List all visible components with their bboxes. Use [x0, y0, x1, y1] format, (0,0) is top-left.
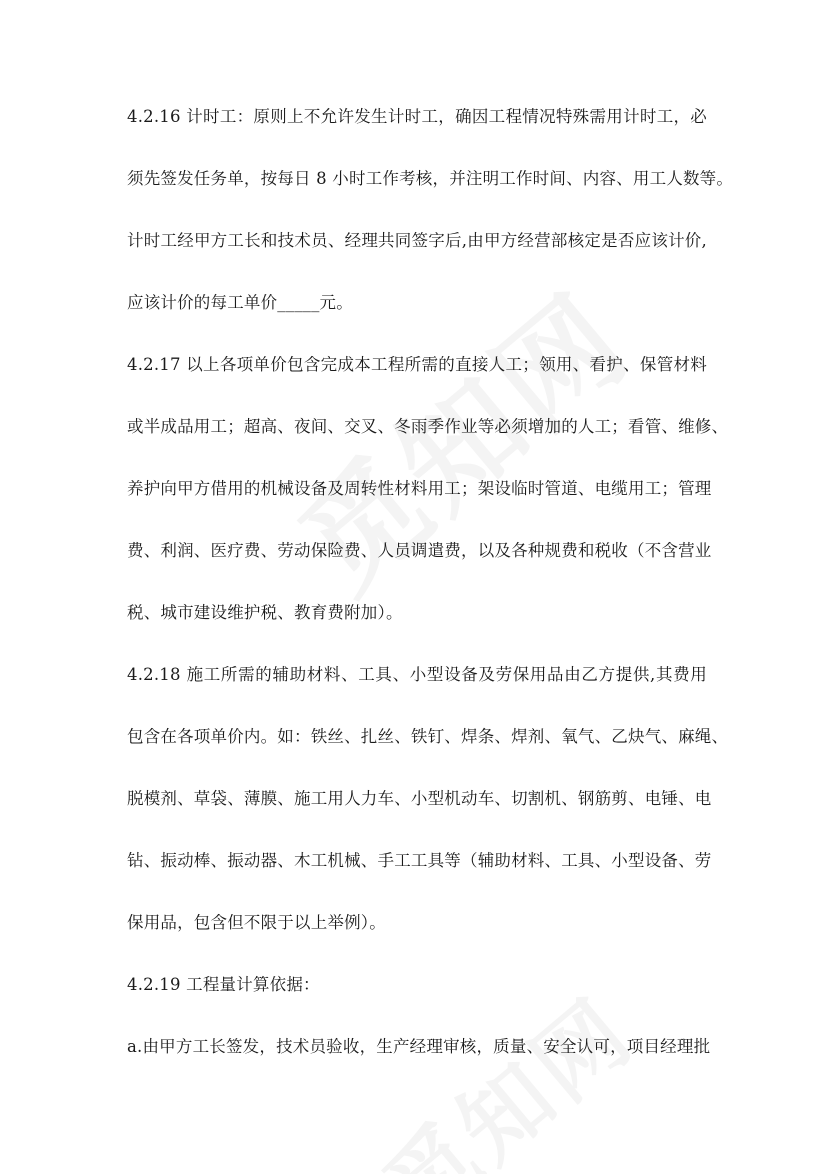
text-line-10: 4.2.18 施工所需的辅助材料、工具、小型设备及劳保用品由乙方提供,其费用 — [127, 665, 707, 684]
text-line-2: 须先签发任务单，按每日 8 小时工作考核，并注明工作时间、内容、用工人数等。 — [127, 169, 734, 188]
text-line-6: 或半成品用工；超高、夜间、交叉、冬雨季作业等必须增加的人工；看管、维修、 — [127, 417, 729, 436]
text-line-1: 4.2.16 计时工：原则上不允许发生计时工，确因工程情况特殊需用计时工，必 — [127, 107, 707, 126]
text-line-14: 保用品，包含但不限于以上举例）。 — [127, 913, 386, 932]
text-line-7: 养护向甲方借用的机械设备及周转性材料用工；架设临时管道、电缆用工；管理 — [127, 479, 712, 498]
text-line-13: 钻、振动棒、振动器、木工机械、手工工具等（辅助材料、工具、小型设备、劳 — [127, 851, 712, 870]
watermark — [352, 963, 656, 1174]
text-line-5: 4.2.17 以上各项单价包含完成本工程所需的直接人工；领用、看护、保管材料 — [127, 355, 707, 374]
text-line-3: 计时工经甲方工长和技术员、经理共同签字后,由甲方经营部核定是否应该计价, — [127, 231, 707, 250]
text-line-11: 包含在各项单价内。如：铁丝、扎丝、铁钉、焊条、焊剂、氧气、乙炔气、麻绳、 — [127, 727, 729, 746]
text-line-9: 税、城市建设维护税、教育费附加）。 — [127, 603, 403, 622]
text-line-8: 费、利润、医疗费、劳动保险费、人员调遣费，以及各种规费和税收（不含营业 — [127, 541, 712, 560]
text-line-15: 4.2.19 工程量计算依据： — [127, 975, 320, 994]
text-line-16: a.由甲方工长签发，技术员验收，生产经理审核，质量、安全认可，项目经理批 — [127, 1037, 711, 1056]
text-line-12: 脱模剂、草袋、薄膜、施工用人力车、小型机动车、切割机、钢筋剪、电锤、电 — [127, 789, 712, 808]
text-line-4: 应该计价的每工单价_____元。 — [127, 293, 353, 312]
